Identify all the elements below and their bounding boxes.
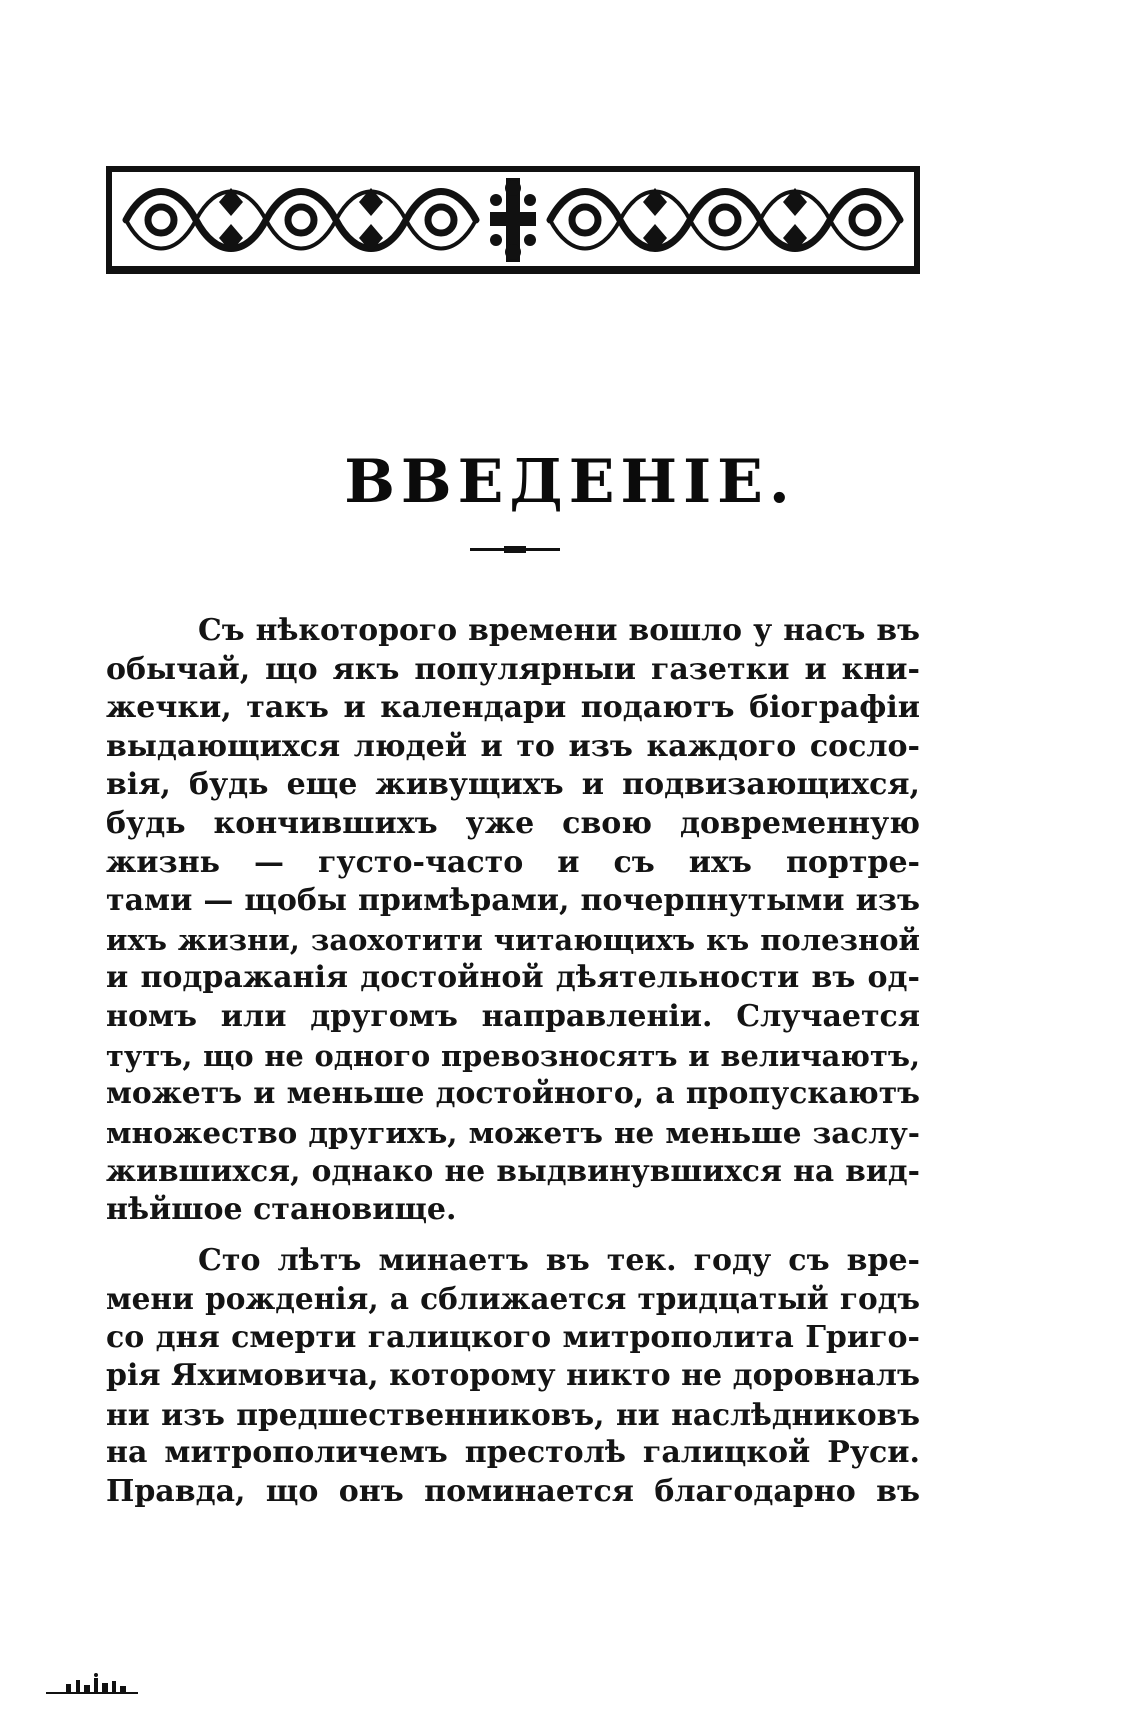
text-line: номъ или другомъ направленіи. Случается (106, 998, 920, 1034)
paragraph-1 (106, 612, 920, 1230)
chapter-title: ВВЕДЕНІЕ. (344, 447, 796, 517)
text-line: тутъ, що не одного превозносятъ и величаютъ, (106, 1038, 920, 1073)
text-line: ни изъ предшественниковъ, ни наслѣдниковъ (106, 1396, 920, 1432)
text-line: ихъ жизни, заохотити читающихъ къ полезной (106, 922, 920, 957)
text-line: вія, будь еще живущихъ и подвизающихся, (106, 767, 920, 803)
text-line: тами — щобы примѣрами, почерпнутыми изъ (106, 883, 920, 919)
text-line: Съ нѣкоторого времени вошло у насъ въ (198, 613, 920, 648)
printer-mark-icon (46, 1672, 138, 1698)
decorative-header-ornament (106, 166, 920, 274)
text-line: и подражанія достойной дѣятельности въ од- (106, 960, 920, 996)
text-line: мени рожденія, а сближается тридцатый годъ (106, 1281, 920, 1317)
text-line: выдающихся людей и то изъ каждого сосло- (106, 728, 920, 764)
text-line: можетъ и меньше достойного, а пропускаютъ (106, 1076, 920, 1112)
floral-ornament-icon (106, 166, 920, 274)
text-line: жечки, такъ и календари подаютъ біографіи (106, 690, 920, 726)
text-line: нѣйшое становище. (106, 1191, 457, 1227)
paragraph-2 (106, 1242, 920, 1512)
text-line: будь кончившихъ уже свою довременную (106, 805, 920, 841)
text-line: Сто лѣтъ минаетъ въ тек. году съ вре- (198, 1242, 920, 1278)
text-line: рія Яхимовича, которому никто не доровналъ (106, 1358, 920, 1394)
text-line: жившихся, однако не выдвинувшихся на вид- (106, 1153, 920, 1189)
body-text (106, 612, 920, 1512)
text-line: на митрополичемъ престолѣ галицкой Руси. (106, 1435, 920, 1471)
text-line: со дня смерти галицкого митрополита Григо- (106, 1319, 920, 1355)
title-divider (470, 548, 560, 551)
text-line: множество другихъ, можетъ не меньше заслу- (106, 1114, 920, 1150)
text-line: Правда, що онъ поминается благодарно въ (106, 1474, 920, 1510)
text-line: обычай, що якъ популярныи газетки и кни- (106, 651, 920, 687)
text-line: жизнь — густо-часто и съ ихъ портре- (106, 844, 920, 880)
